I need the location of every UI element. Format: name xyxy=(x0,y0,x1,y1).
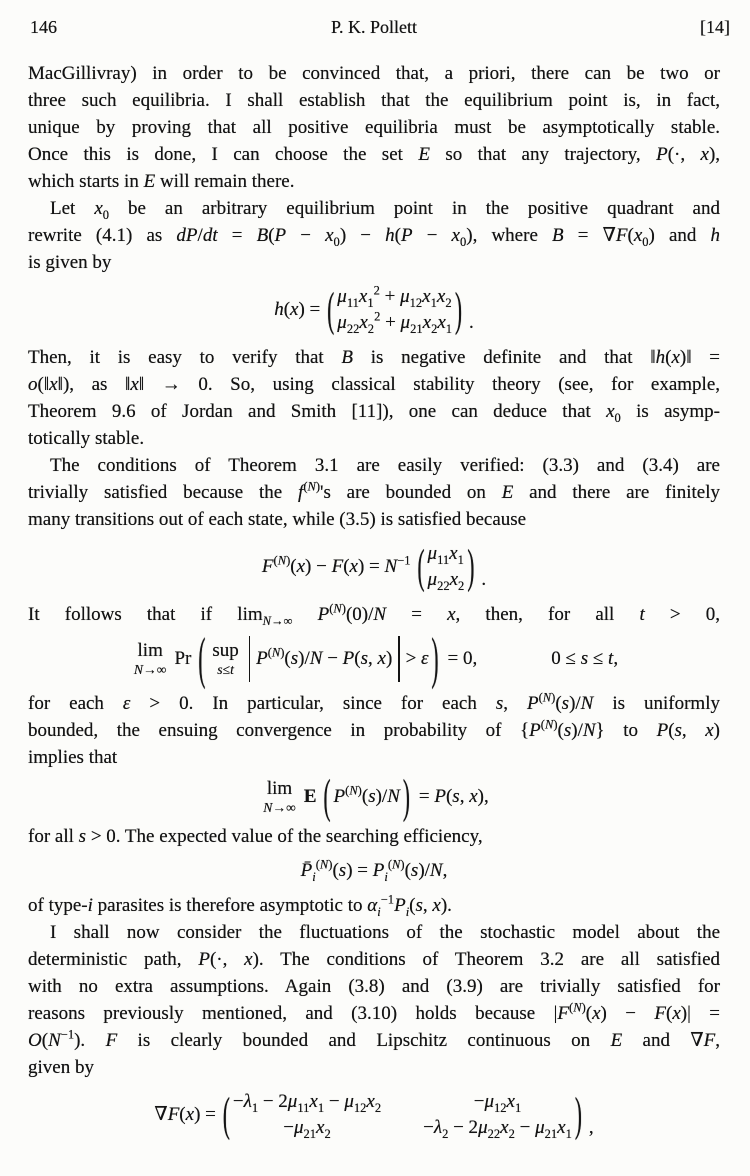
right-paren: ) xyxy=(467,538,475,593)
equation-punctuation: . xyxy=(481,569,487,590)
text-line: implies that xyxy=(28,747,118,768)
vertical-bar xyxy=(249,636,250,682)
left-paren: ( xyxy=(323,769,331,824)
equation-body: $P̄_i^{(N)}(s) = P_i^{(N)}(s)/N$, xyxy=(300,857,448,885)
matrix-row: $\mu_{11}x_1^2 + \mu_{12}x_1x_2$ xyxy=(337,283,452,310)
expectation-operator: E xyxy=(303,786,317,808)
paragraph xyxy=(28,919,720,1081)
matrix-2x2 xyxy=(233,1089,572,1141)
equation-range-condition: 0 ≤ s ≤ t, xyxy=(551,648,619,669)
limit-label: lim xyxy=(266,778,293,799)
paragraph xyxy=(28,823,720,850)
page-number: 146 xyxy=(30,17,57,37)
limit-operator xyxy=(134,641,167,677)
right-paren: ) xyxy=(402,769,410,824)
sup-label: sup xyxy=(212,639,239,661)
equation-lhs: $F^{(N)}(x) - F(x) = N^{-1}$ xyxy=(261,553,411,577)
equation-lhs: ∇F(x) = xyxy=(154,1104,216,1126)
text-line: o(‖x‖), as ‖x‖ → 0. So, using classical stability theory (see, for example, xyxy=(28,374,721,395)
paragraph xyxy=(28,195,720,276)
text-line: totically stable. xyxy=(28,428,145,449)
paragraph xyxy=(28,452,720,533)
equation-lhs: h(x) = xyxy=(274,299,321,320)
equation-body: $P^{(N)}(s)/N - P(s$, x) xyxy=(256,645,393,669)
matrix-row: $\mu_{22}x_2^2 + \mu_{21}x_2x_1$ xyxy=(337,309,453,336)
text-line: of type-i parasites is therefore asymptotic to $\alpha_i^{-1}P_i(s$, x). xyxy=(28,892,452,920)
sup-subscript: s≤t xyxy=(217,661,234,677)
probability-operator: Pr xyxy=(174,648,192,669)
text-line: for all s > 0. The expected value of the searching efficiency, xyxy=(28,826,483,848)
matrix xyxy=(337,284,452,336)
sup-operator xyxy=(212,641,238,677)
text-line: deterministic path, P(·, x). The conditions of Theorem 3.2 are all satisfied xyxy=(28,949,720,971)
running-title: P. K. Pollett xyxy=(330,17,418,37)
text-line: MacGillivray) in order to be convinced that, a priori, there can be two or xyxy=(28,63,720,84)
text-line: three such equilibria. I shall establish that the equilibrium point is, in fact, xyxy=(28,90,720,111)
equation-equals: = 0, xyxy=(447,648,478,669)
text-line: many transitions out of each state, while (3.5) is satisfied because xyxy=(28,509,527,530)
paragraph xyxy=(28,344,720,452)
text-line: for each ε > 0. In particular, since for each s, $P^{(N)}(s)/N$ is uniformly xyxy=(28,690,720,714)
equation-gradient xyxy=(28,1089,720,1141)
text-line: The conditions of Theorem 3.1 are easily verified: (3.3) and (3.4) are xyxy=(50,455,720,476)
equation-punctuation: , xyxy=(588,1117,594,1139)
right-paren: ) xyxy=(455,281,463,336)
page-header xyxy=(28,14,730,38)
equation-body: $P^{(N)}(s)/N$ xyxy=(333,783,400,808)
equation-tail: > ε xyxy=(405,648,429,669)
text-line: Then, it is easy to verify that B is negative definite and that ‖h(x)‖ = xyxy=(28,347,720,368)
left-paren: ( xyxy=(198,625,206,691)
equation-expectation-limit xyxy=(28,769,720,824)
text-line: is given by xyxy=(28,252,112,273)
right-paren: ) xyxy=(431,625,439,691)
text-line: bounded, the ensuing convergence in probability of $\{P^{(N)}(s)/N\}$ to P(s, x) xyxy=(28,717,720,741)
text-line: with no extra assumptions. Again (3.8) and (3.9) are trivially satisfied for xyxy=(28,976,720,998)
left-paren: ( xyxy=(327,281,335,336)
limit-subscript: N→∞ xyxy=(263,799,296,815)
text-line: unique by proving that all positive equilibria must be asymptotically stable. xyxy=(28,117,720,138)
equation-probability-limit xyxy=(28,625,720,691)
limit-subscript: N→∞ xyxy=(133,661,167,677)
equation-searching-efficiency xyxy=(28,858,720,884)
left-paren: ( xyxy=(222,1087,230,1142)
paragraph xyxy=(28,892,720,919)
matrix-row: $\mu_{11}x_1$ xyxy=(427,543,464,567)
text-line: reasons previously mentioned, and (3.10) holds because $|F^{(N)}(x) - F(x)|$ = xyxy=(28,1000,720,1025)
vertical-bar xyxy=(398,636,399,682)
paragraph xyxy=(28,601,720,628)
matrix-cell: $-\lambda_2 - 2\mu_{22}x_2 - \mu_{21}x_1$ xyxy=(423,1117,572,1142)
paragraph xyxy=(28,690,720,771)
equation-f-difference xyxy=(28,538,720,593)
equation-h-matrix xyxy=(28,281,720,336)
text-line: I shall now consider the fluctuations of the stochastic model about the xyxy=(50,922,720,944)
text-line: which starts in E will remain there. xyxy=(28,171,295,192)
reference-marker: [14] xyxy=(700,17,730,37)
right-paren: ) xyxy=(574,1087,582,1142)
matrix-row: $\mu_{22}x_2$ xyxy=(427,569,465,593)
left-paren: ( xyxy=(417,538,425,593)
paragraph xyxy=(28,60,720,195)
text-line: rewrite (4.1) as $dP/dt = B(P - x_0) - h(P - x_0)$, where $B = \nabla F(x_0)$ and h xyxy=(28,225,721,249)
equation-punctuation: . xyxy=(469,312,474,333)
text-line: It follows that if $\lim_{N\to\infty} P^{(N)}(0)/N = x$, then, for all t > 0, xyxy=(28,601,721,628)
matrix-cell: $-\lambda_1 - 2\mu_{11}x_1 - \mu_{12}x_2$ xyxy=(232,1091,382,1116)
matrix-cell: $-\mu_{12}x_1$ xyxy=(473,1091,522,1116)
limit-operator xyxy=(263,779,296,815)
matrix xyxy=(428,541,465,593)
text-line: Let $x_0$ be an arbitrary equilibrium point in the positive quadrant and xyxy=(50,198,720,222)
text-line: $O(N^{-1})$. F is clearly bounded and Lipschitz continuous on E and ∇F, xyxy=(28,1027,721,1052)
text-line: Theorem 9.6 of Jordan and Smith [11]), one can deduce that $x_0$ is asymp- xyxy=(28,401,721,425)
text-line: Once this is done, I can choose the set E so that any trajectory, P(·, x), xyxy=(28,144,721,165)
text-line: trivially satisfied because the $f^{(N)}'s$ are bounded on E and there are finitely xyxy=(28,479,720,503)
limit-label: lim xyxy=(137,639,163,661)
equation-equals: = P(s, x), xyxy=(418,786,489,808)
text-line: given by xyxy=(28,1057,94,1079)
matrix-cell: $-\mu_{21}x_2$ xyxy=(283,1117,331,1142)
